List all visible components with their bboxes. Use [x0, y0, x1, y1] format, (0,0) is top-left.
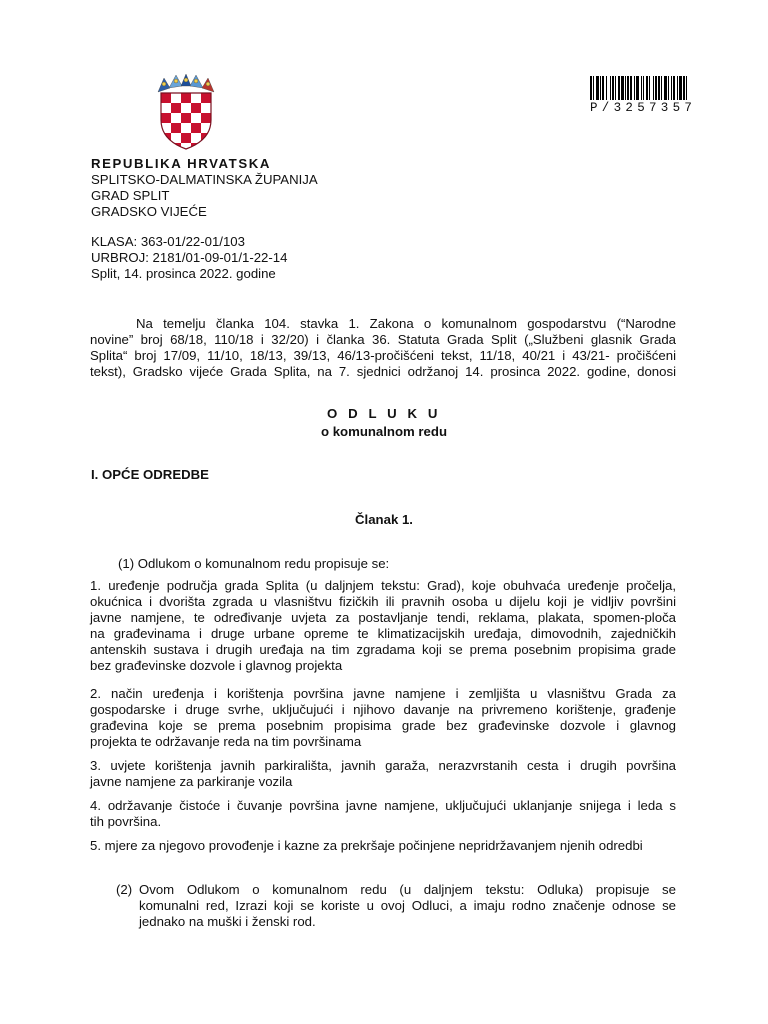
barcode-bar [606, 76, 607, 100]
preamble-line: Splita“ broj 17/09, 11/10, 18/13, 39/13, 46/13-pročišćeni tekst, 11/18, 40/21 i 43/21- pročišćeni [90, 348, 676, 363]
barcode-bar [679, 76, 682, 100]
item-line: projekta te održavanje reda na tim površinama [90, 734, 362, 749]
barcode-bar [664, 76, 667, 100]
item-line: tih površina. [90, 814, 162, 829]
header-republic: REPUBLIKA HRVATSKA [91, 156, 271, 171]
item-line: građevina koje se prema posebnim propisima grade bez građevinske dozvole i glavnog [90, 718, 676, 733]
barcode-bar [655, 76, 657, 100]
paragraph-1-intro: (1) Odlukom o komunalnom redu propisuje se: [118, 556, 390, 571]
preamble-line: tekst), Gradsko vijeće Grada Splita, na 7. sjednici održanoj 14. prosinca 2022. godine, donosi [90, 364, 676, 379]
paragraph-2-line: jednako na muški i ženski rod. [139, 914, 316, 929]
item-line: 4. održavanje čistoće i čuvanje površina javne namjene, uključujući uklanjanje snijega i leda s [90, 798, 676, 813]
item-line: 1. uređenje područja grada Splita (u daljnjem tekstu: Grad), koje obuhvaća uređenje pročelja, [90, 578, 676, 593]
barcode-bar [636, 76, 639, 100]
barcode-bar [649, 76, 650, 100]
header-council: GRADSKO VIJEĆE [91, 204, 207, 219]
barcode-bar [602, 76, 604, 100]
item-line: gospodarske i druge svrhe, uključujući i njihovo davanje na privremeno korištenje, građenje [90, 702, 676, 717]
barcode-bar [634, 76, 635, 100]
barcode-bar [618, 76, 620, 100]
item-line: bez građevinske dozvole i glavnog projekta [90, 658, 343, 673]
preamble-line: novine” broj 68/18, 110/18 i 32/20) i članka 36. Statuta Grada Split („Službeni glasnik Grada [90, 332, 676, 347]
paragraph-2-number: (2) [116, 882, 133, 897]
item-line: antenskih sustava i drugih uređaja na tim zgradama koji se prema posebnim propisima grade [90, 642, 676, 657]
barcode-bar [653, 76, 654, 100]
item-line: na građevinama i druge urbane opreme te klimatizacijskih uređaja, dimovodnih, zajedničkih [90, 626, 676, 641]
barcode-bar [673, 76, 675, 100]
barcode-bar [641, 76, 642, 100]
barcode-bar [610, 76, 611, 100]
barcode-number: P/3257357 [590, 101, 697, 115]
barcode-bar [596, 76, 599, 100]
barcode-bar [621, 76, 624, 100]
item-line: 5. mjere za njegovo provođenje i kazne za prekršaje počinjene nepridržavanjem njenih odredbi [90, 838, 643, 853]
barcode-image [590, 76, 724, 104]
document-title: O D L U K U [326, 406, 442, 421]
item-line: javne namjene za parkiranje vozila [90, 774, 293, 789]
paragraph-2-line: komunalni red, Izrazi koji se koriste u ovoj Odluci, a imaju rodno značenje odnose se [139, 898, 676, 913]
barcode-bar [646, 76, 648, 100]
item-line: 3. uvjete korištenja javnih parkirališta, javnih garaža, nerazvrstanih cesta i drugih površina [90, 758, 676, 773]
barcode-bar [590, 76, 592, 100]
preamble-line: Na temelju članka 104. stavka 1. Zakona o komunalnom gospodarstvu (“Narodne [136, 316, 676, 331]
section-heading: I. OPĆE ODREDBE [91, 467, 209, 482]
barcode-bar [627, 76, 629, 100]
barcode-bar [661, 76, 662, 100]
barcode-bar [615, 76, 616, 100]
place-date-line: Split, 14. prosinca 2022. godine [91, 266, 276, 281]
barcode-bar [612, 76, 614, 100]
urbroj-line: URBROJ: 2181/01-09-01/1-22-14 [91, 250, 288, 265]
barcode-bar [600, 76, 601, 100]
barcode-bar [630, 76, 632, 100]
barcode-bar [658, 76, 660, 100]
barcode-bar [593, 76, 594, 100]
barcode-bar [683, 76, 685, 100]
coat-of-arms-emblem [155, 74, 217, 150]
document-subtitle: o komunalnom redu [320, 424, 448, 439]
item-line: okućnica i dvorišta zgrada u vlasništvu fizičkih ili pravnih osoba u dijelu koji je vidljiv površini [90, 594, 676, 609]
barcode-bar [686, 76, 687, 100]
barcode-bar [643, 76, 644, 100]
article-heading: Članak 1. [355, 512, 413, 527]
paragraph-2-line: Ovom Odlukom o komunalnom redu (u daljnjem tekstu: Odluka) propisuje se [139, 882, 676, 897]
header-city: GRAD SPLIT [91, 188, 170, 203]
barcode-bar [671, 76, 672, 100]
item-line: javne namjene, te određivanje uvjeta za postavljanje tendi, reklama, plakata, spomen-ploča [90, 610, 676, 625]
barcode-bar [677, 76, 678, 100]
klasa-line: KLASA: 363-01/22-01/103 [91, 234, 245, 249]
item-line: 2. način uređenja i korištenja površina javne namjene i zemljišta u vlasništvu Grada za [90, 686, 676, 701]
barcode-bar [668, 76, 669, 100]
barcode-bar [625, 76, 626, 100]
header-county: SPLITSKO-DALMATINSKA ŽUPANIJA [91, 172, 318, 187]
